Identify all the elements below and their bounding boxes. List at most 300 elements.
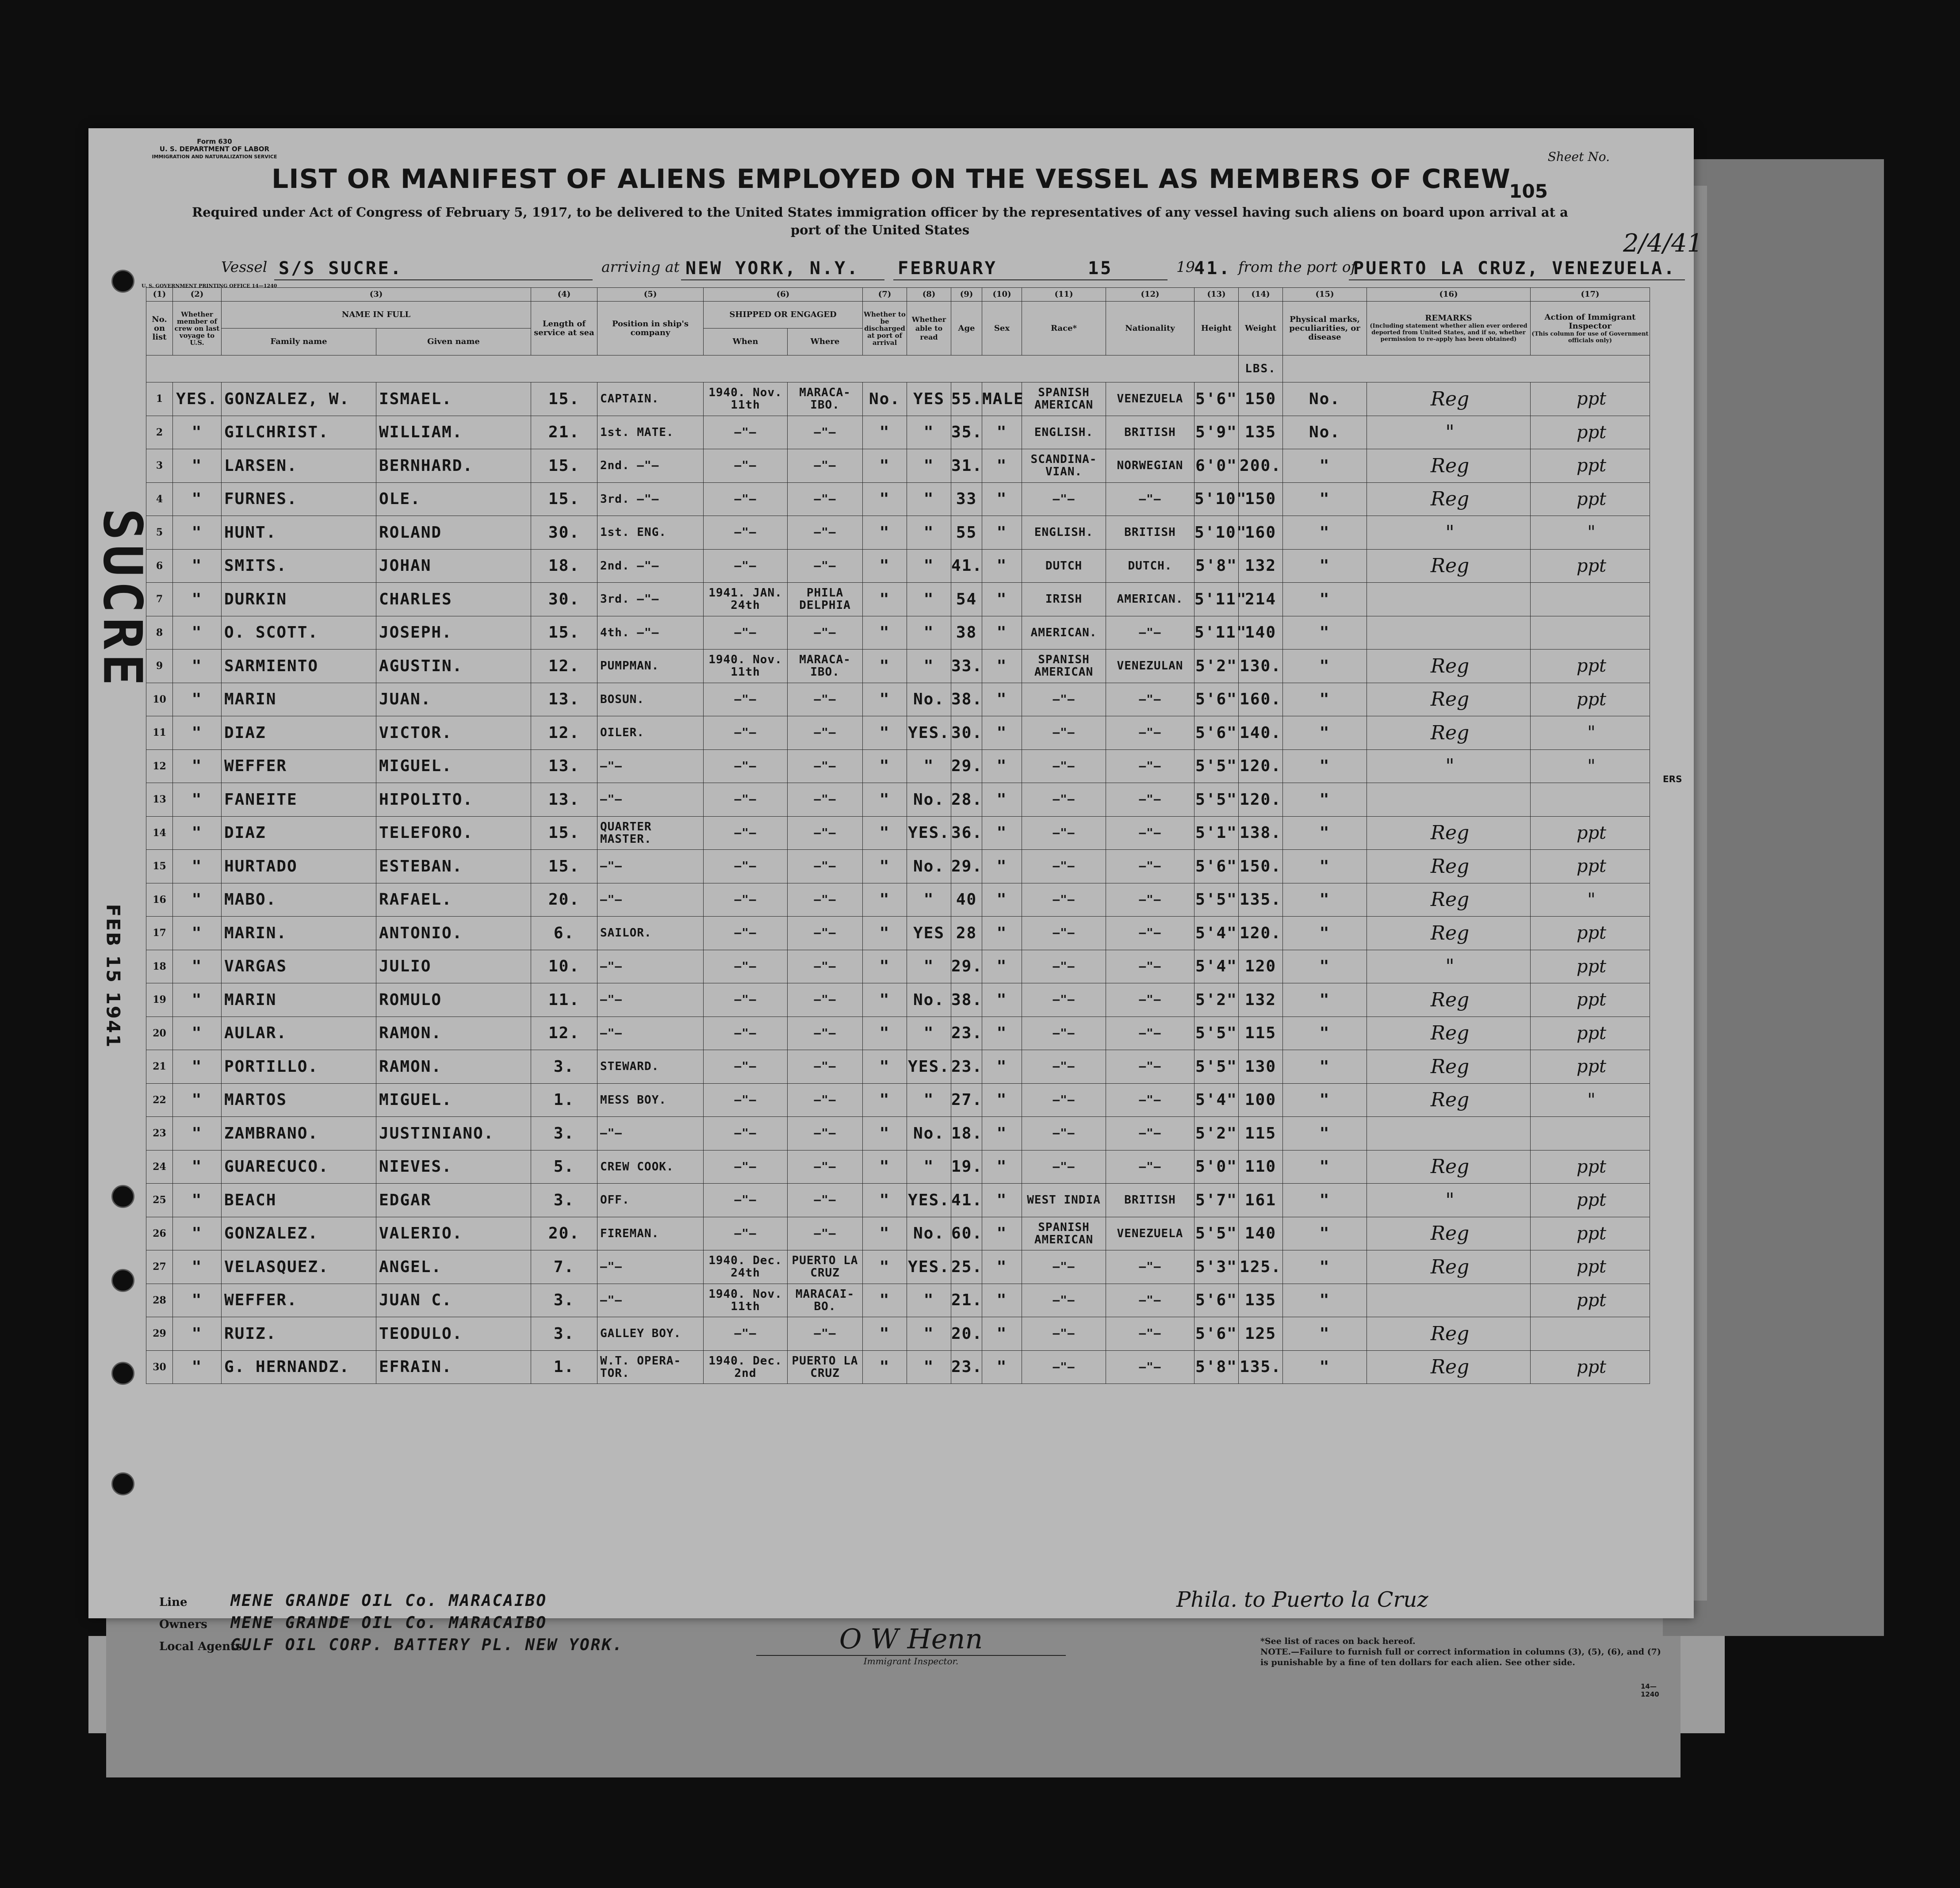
family-name-cell: GONZALEZ, W. [222,382,376,416]
length-of-service-cell: 15. [531,850,597,883]
col-num: (7) [863,288,907,302]
family-name-cell: HURTADO [222,850,376,883]
sex-cell: " [982,416,1022,449]
vessel-name: S/S SUCRE. [279,258,403,279]
shipped-when-cell: —"— [704,1050,788,1084]
to-be-discharged-cell: " [863,616,907,650]
header-remarks-title: REMARKS [1425,313,1472,323]
able-to-read-cell: No. [907,683,951,716]
able-to-read-cell: YES. [907,816,951,850]
physical-marks-cell: " [1283,816,1367,850]
shipped-where-cell: MARACAI-BO. [788,1284,863,1317]
header-where: Where [788,329,863,355]
sex-cell: " [982,1284,1022,1317]
sex-cell: " [982,1050,1022,1084]
header-able-read: Whether able to read [907,302,951,355]
able-to-read-cell: YES [907,917,951,950]
date-underline [893,279,1168,280]
note-penalty: NOTE.—Failure to furnish full or correct information in columns (3), (5), (6), and (7) is punishable by a fine of ten dollars for each alien. See other side. [1260,1647,1661,1667]
age-cell: 19. [951,1150,982,1184]
given-name-cell: HIPOLITO. [376,783,531,817]
header-family-name: Family name [222,329,376,355]
header-action-sub: (This column for use of Government officials only) [1531,330,1649,344]
inspector-action-cell: ppt [1531,983,1650,1017]
remarks-cell: " [1367,749,1531,783]
height-cell: 5'4" [1194,950,1239,983]
able-to-read-cell: " [907,482,951,516]
age-cell: 31. [951,449,982,483]
weight-cell: 120. [1239,749,1283,783]
family-name-cell: GUARECUCO. [222,1150,376,1184]
previous-voyage-cell: " [173,716,222,750]
race-cell: —"— [1022,816,1106,850]
previous-voyage-cell: " [173,482,222,516]
given-name-cell: JOSEPH. [376,616,531,650]
col-num: (15) [1283,288,1367,302]
height-cell: 5'9" [1194,416,1239,449]
age-cell: 60. [951,1217,982,1250]
table-row [146,416,1650,449]
subtitle-line-2: port of the United States [790,222,970,237]
height-cell: 5'5" [1194,1050,1239,1084]
nationality-cell: —"— [1106,1350,1194,1384]
arrival-month: FEBRUARY [898,258,997,279]
inspector-action-cell: ppt [1531,850,1650,883]
previous-voyage-cell: " [173,1017,222,1050]
given-name-cell: VALERIO. [376,1217,531,1250]
handwritten-date: 2/4/41 [1623,229,1703,258]
weight-cell: 130 [1239,1050,1283,1084]
age-cell: 54 [951,583,982,616]
table-row [146,1184,1650,1217]
height-cell: 5'10" [1194,482,1239,516]
age-cell: 30. [951,716,982,750]
shipped-where-cell: —"— [788,983,863,1017]
to-be-discharged-cell: " [863,1083,907,1117]
weight-cell: 160 [1239,516,1283,550]
col-num: (12) [1106,288,1194,302]
agents-value: GULF OIL CORP. BATTERY PL. NEW YORK. [230,1636,624,1654]
to-be-discharged-cell: " [863,650,907,683]
height-cell: 5'5" [1194,1217,1239,1250]
family-name-cell: WEFFER [222,749,376,783]
table-row [146,382,1650,416]
header-action-title: Action of Immigrant Inspector [1544,312,1636,331]
row-number-cell: 23 [146,1117,173,1150]
shipped-where-cell: MARACA-IBO. [788,382,863,416]
family-name-cell: DIAZ [222,816,376,850]
row-number-cell: 25 [146,1184,173,1217]
inspector-action-cell [1531,583,1650,616]
col-num: (17) [1531,288,1650,302]
shipped-when-cell: —"— [704,1317,788,1351]
sex-cell: " [982,1017,1022,1050]
age-cell: 38 [951,616,982,650]
sex-cell: " [982,983,1022,1017]
vessel-underline [274,279,593,280]
length-of-service-cell: 18. [531,549,597,583]
row-number-cell: 3 [146,449,173,483]
height-cell: 5'11" [1194,583,1239,616]
age-cell: 35. [951,416,982,449]
remarks-cell: Reg [1367,716,1531,750]
able-to-read-cell: " [907,549,951,583]
age-cell: 20. [951,1317,982,1351]
length-of-service-cell: 3. [531,1184,597,1217]
table-row [146,983,1650,1017]
remarks-cell: Reg [1367,382,1531,416]
length-of-service-cell: 13. [531,783,597,817]
inspector-action-cell: ppt [1531,382,1650,416]
row-number-cell: 27 [146,1250,173,1284]
family-name-cell: SMITS. [222,549,376,583]
position-cell: —"— [597,1250,704,1284]
to-be-discharged-cell: " [863,1117,907,1150]
sex-cell: " [982,850,1022,883]
spacer-cell [1283,355,1650,382]
physical-marks-cell: " [1283,1050,1367,1084]
weight-cell: 110 [1239,1150,1283,1184]
row-number-cell: 19 [146,983,173,1017]
table-row [146,482,1650,516]
shipped-where-cell: MARACA-IBO. [788,650,863,683]
race-cell: —"— [1022,683,1106,716]
form-identifier [142,138,287,161]
header-physical: Physical marks, peculiarities, or disease [1283,302,1367,355]
inspector-action-cell: ppt [1531,549,1650,583]
row-number-cell: 22 [146,1083,173,1117]
given-name-cell: CHARLES [376,583,531,616]
position-cell: 3rd. —"— [597,583,704,616]
nationality-cell: —"— [1106,917,1194,950]
able-to-read-cell: YES. [907,1250,951,1284]
previous-voyage-cell: " [173,650,222,683]
previous-voyage-cell: " [173,449,222,483]
sex-cell: " [982,1250,1022,1284]
given-name-cell: JUAN C. [376,1284,531,1317]
race-cell: WEST INDIA [1022,1184,1106,1217]
family-name-cell: GILCHRIST. [222,416,376,449]
given-name-cell: EDGAR [376,1184,531,1217]
weight-cell: 160. [1239,683,1283,716]
remarks-cell: Reg [1367,1050,1531,1084]
nationality-cell: —"— [1106,716,1194,750]
able-to-read-cell: " [907,583,951,616]
nationality-cell: VENEZUELA [1106,382,1194,416]
shipped-when-cell: —"— [704,416,788,449]
sex-cell: " [982,917,1022,950]
table-row [146,583,1650,616]
remarks-cell: Reg [1367,1017,1531,1050]
family-name-cell: PORTILLO. [222,1050,376,1084]
family-name-cell: MABO. [222,883,376,917]
previous-voyage-cell: " [173,816,222,850]
length-of-service-cell: 15. [531,482,597,516]
length-of-service-cell: 1. [531,1083,597,1117]
table-row [146,616,1650,650]
previous-voyage-cell: " [173,1350,222,1384]
inspector-action-cell [1531,1117,1650,1150]
row-number-cell: 14 [146,816,173,850]
header-no-on-list: No. on list [146,302,173,355]
nationality-cell: —"— [1106,482,1194,516]
page-title: LIST OR MANIFEST OF ALIENS EMPLOYED ON THE VESSEL AS MEMBERS OF CREW [272,164,1511,195]
row-number-cell: 1 [146,382,173,416]
length-of-service-cell: 11. [531,983,597,1017]
physical-marks-cell: " [1283,650,1367,683]
table-row [146,749,1650,783]
length-of-service-cell: 3. [531,1050,597,1084]
shipped-where-cell: —"— [788,1217,863,1250]
row-number-cell: 29 [146,1317,173,1351]
race-cell: SPANISH AMERICAN [1022,650,1106,683]
physical-marks-cell: No. [1283,382,1367,416]
weight-cell: 150 [1239,382,1283,416]
given-name-cell: ESTEBAN. [376,850,531,883]
row-number-cell: 12 [146,749,173,783]
binder-hole [111,1362,134,1385]
shipped-where-cell: —"— [788,616,863,650]
shipped-where-cell: —"— [788,683,863,716]
to-be-discharged-cell: No. [863,382,907,416]
family-name-cell: SARMIENTO [222,650,376,683]
nationality-cell: —"— [1106,950,1194,983]
previous-voyage-cell: " [173,917,222,950]
physical-marks-cell: " [1283,950,1367,983]
race-cell: SPANISH AMERICAN [1022,1217,1106,1250]
to-be-discharged-cell: " [863,1184,907,1217]
header-age: Age [951,302,982,355]
remarks-cell: Reg [1367,549,1531,583]
length-of-service-cell: 15. [531,382,597,416]
height-cell: 5'4" [1194,917,1239,950]
inspector-action-cell: ppt [1531,683,1650,716]
table-row [146,449,1650,483]
previous-voyage-cell: " [173,850,222,883]
position-cell: STEWARD. [597,1050,704,1084]
row-number-cell: 28 [146,1284,173,1317]
previous-voyage-cell: " [173,983,222,1017]
to-be-discharged-cell: " [863,749,907,783]
length-of-service-cell: 21. [531,416,597,449]
nationality-cell: —"— [1106,983,1194,1017]
sex-cell: " [982,1117,1022,1150]
weight-cell: 120. [1239,917,1283,950]
physical-marks-cell: " [1283,449,1367,483]
to-be-discharged-cell: " [863,549,907,583]
family-name-cell: VARGAS [222,950,376,983]
height-cell: 5'6" [1194,382,1239,416]
shipped-where-cell: —"— [788,1050,863,1084]
shipped-when-cell: —"— [704,850,788,883]
sex-cell: " [982,816,1022,850]
position-cell: 3rd. —"— [597,482,704,516]
handwritten-note: Phila. to Puerto la Cruz [1176,1587,1428,1612]
family-name-cell: MARIN [222,683,376,716]
header-length-service: Length of service at sea [531,302,597,355]
age-cell: 40 [951,883,982,917]
table-row [146,1250,1650,1284]
row-number-cell: 10 [146,683,173,716]
sex-cell: " [982,749,1022,783]
able-to-read-cell: YES. [907,1184,951,1217]
table-row [146,883,1650,917]
able-to-read-cell: " [907,616,951,650]
race-cell: —"— [1022,983,1106,1017]
family-name-cell: ZAMBRANO. [222,1117,376,1150]
given-name-cell: RAFAEL. [376,883,531,917]
table-row [146,1217,1650,1250]
shipped-where-cell: —"— [788,883,863,917]
family-name-cell: GONZALEZ. [222,1217,376,1250]
able-to-read-cell: " [907,416,951,449]
position-cell: MESS BOY. [597,1083,704,1117]
weight-cell: 125. [1239,1250,1283,1284]
previous-voyage-cell: " [173,683,222,716]
given-name-cell: WILLIAM. [376,416,531,449]
shipped-when-cell: 1940. Nov. 11th [704,1284,788,1317]
height-cell: 5'2" [1194,983,1239,1017]
position-cell: W.T. OPERA-TOR. [597,1350,704,1384]
nationality-cell: BRITISH [1106,1184,1194,1217]
row-number-cell: 8 [146,616,173,650]
shipped-when-cell: 1941. JAN. 24th [704,583,788,616]
inspector-action-cell: ppt [1531,1250,1650,1284]
age-cell: 28. [951,783,982,817]
row-number-cell: 16 [146,883,173,917]
length-of-service-cell: 12. [531,716,597,750]
remarks-cell: Reg [1367,983,1531,1017]
height-cell: 5'3" [1194,1250,1239,1284]
shipped-where-cell: —"— [788,850,863,883]
length-of-service-cell: 20. [531,1217,597,1250]
nationality-cell: BRITISH [1106,416,1194,449]
department-line: U. S. DEPARTMENT OF LABOR [159,145,270,153]
shipped-when-cell: —"— [704,883,788,917]
race-cell: —"— [1022,1317,1106,1351]
to-be-discharged-cell: " [863,1284,907,1317]
table-row [146,1050,1650,1084]
length-of-service-cell: 1. [531,1350,597,1384]
shipped-where-cell: —"— [788,1117,863,1150]
height-cell: 5'11" [1194,616,1239,650]
sex-cell: " [982,1083,1022,1117]
length-of-service-cell: 10. [531,950,597,983]
position-cell: 1st. MATE. [597,416,704,449]
shipped-when-cell: —"— [704,1217,788,1250]
shipped-when-cell: —"— [704,983,788,1017]
vessel-label: Vessel [221,258,268,275]
remarks-cell: " [1367,950,1531,983]
inspector-action-cell: ppt [1531,1217,1650,1250]
position-cell: QUARTER MASTER. [597,816,704,850]
given-name-cell: MIGUEL. [376,749,531,783]
race-cell: —"— [1022,850,1106,883]
row-number-cell: 18 [146,950,173,983]
physical-marks-cell: " [1283,482,1367,516]
col-num: (2) [173,288,222,302]
remarks-cell: Reg [1367,1083,1531,1117]
shipped-when-cell: —"— [704,783,788,817]
sex-cell: " [982,516,1022,550]
physical-marks-cell: " [1283,1217,1367,1250]
previous-voyage-cell: " [173,883,222,917]
race-cell: DUTCH [1022,549,1106,583]
family-name-cell: O. SCOTT. [222,616,376,650]
able-to-read-cell: No. [907,850,951,883]
previous-voyage-cell: " [173,1250,222,1284]
header-shipped-engaged: SHIPPED OR ENGAGED [704,302,863,329]
given-name-cell: TEODULO. [376,1317,531,1351]
physical-marks-cell: " [1283,1284,1367,1317]
position-cell: —"— [597,983,704,1017]
nationality-cell: —"— [1106,1284,1194,1317]
to-be-discharged-cell: " [863,416,907,449]
weight-cell: 132 [1239,983,1283,1017]
row-number-cell: 15 [146,850,173,883]
clipped-edge-label: ERS [1663,774,1682,784]
physical-marks-cell: " [1283,749,1367,783]
race-cell: —"— [1022,1050,1106,1084]
family-name-cell: FANEITE [222,783,376,817]
height-cell: 5'2" [1194,1117,1239,1150]
previous-voyage-cell: " [173,783,222,817]
crew-table [146,287,1650,1384]
given-name-cell: EFRAIN. [376,1350,531,1384]
header-position: Position in ship's company [597,302,704,355]
remarks-cell [1367,783,1531,817]
age-cell: 36. [951,816,982,850]
col-num: (8) [907,288,951,302]
header-remarks-sub: (Including statement whether alien ever ordered deported from United States, and if so, whether permission to re-apply has been obtained) [1370,323,1527,343]
length-of-service-cell: 20. [531,883,597,917]
stamp-date: FEB 15 1941 [102,904,124,1049]
length-of-service-cell: 13. [531,683,597,716]
height-cell: 6'0" [1194,449,1239,483]
shipped-where-cell: —"— [788,416,863,449]
shipped-when-cell: 1940. Dec. 24th [704,1250,788,1284]
shipped-when-cell: —"— [704,1117,788,1150]
physical-marks-cell: " [1283,616,1367,650]
height-cell: 5'5" [1194,749,1239,783]
to-be-discharged-cell: " [863,850,907,883]
height-cell: 5'6" [1194,683,1239,716]
given-name-cell: TELEFORO. [376,816,531,850]
table-row [146,816,1650,850]
race-cell: —"— [1022,950,1106,983]
page-subtitle [168,203,1592,239]
subtitle-line-1: Required under Act of Congress of February 5, 1917, to be delivered to the United States immigration officer by the representatives of any vessel having such aliens on board upon arrival at a [192,205,1568,220]
length-of-service-cell: 30. [531,583,597,616]
remarks-cell: " [1367,516,1531,550]
col-num: (11) [1022,288,1106,302]
given-name-cell: ANTONIO. [376,917,531,950]
table-row [146,549,1650,583]
nationality-cell: —"— [1106,816,1194,850]
service-line: IMMIGRATION AND NATURALIZATION SERVICE [152,154,277,160]
col-num: (5) [597,288,704,302]
from-label: from the port of [1238,258,1356,275]
family-name-cell: VELASQUEZ. [222,1250,376,1284]
height-cell: 5'1" [1194,816,1239,850]
race-cell: AMERICAN. [1022,616,1106,650]
position-cell: OFF. [597,1184,704,1217]
shipped-when-cell: —"— [704,516,788,550]
col-num: (13) [1194,288,1239,302]
weight-cell: 140. [1239,716,1283,750]
to-be-discharged-cell: " [863,516,907,550]
length-of-service-cell: 13. [531,749,597,783]
